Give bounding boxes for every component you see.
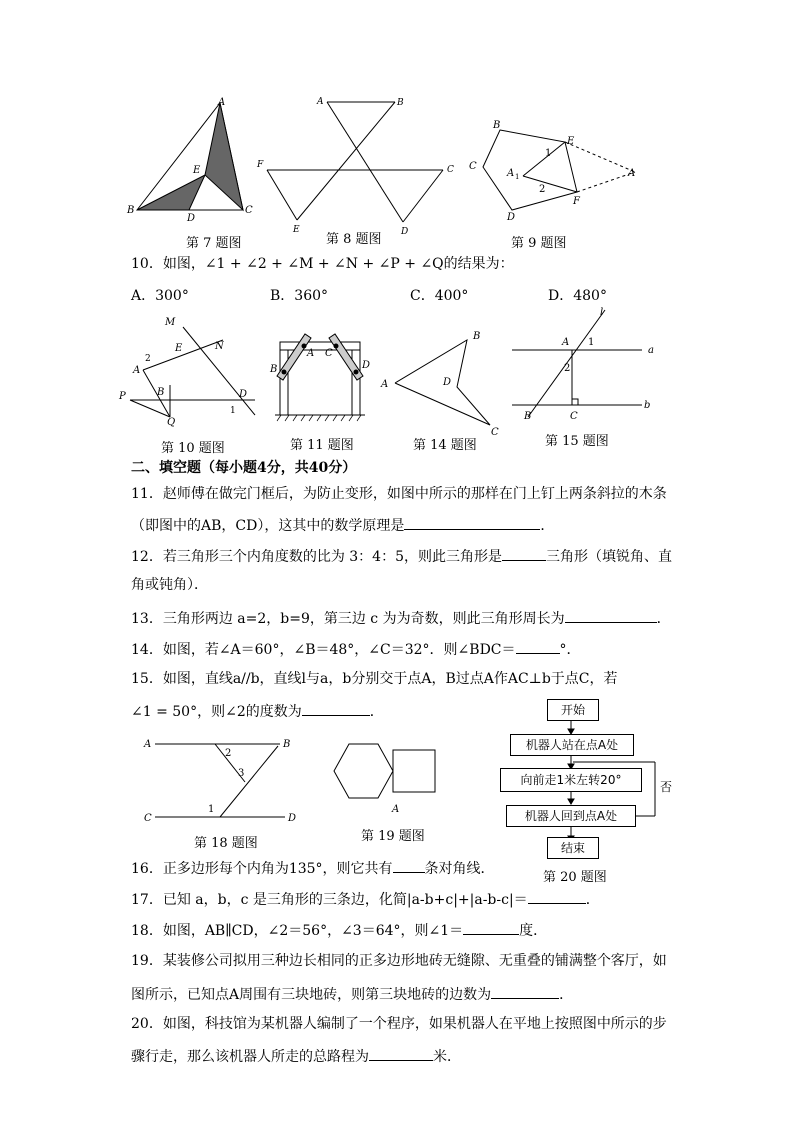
svg-text:A: A: [133, 365, 141, 376]
svg-text:2: 2: [564, 363, 571, 374]
figure-14: [375, 325, 505, 440]
svg-text:E: E: [193, 165, 201, 176]
figure-10: [115, 315, 260, 430]
svg-text:a: a: [648, 345, 654, 356]
fig8-caption: 第 8 题图: [326, 232, 382, 247]
q12-line2: 角或钝角）．: [131, 577, 208, 593]
svg-text:1: 1: [230, 406, 236, 416]
svg-text:1: 1: [515, 173, 520, 181]
svg-text:B: B: [493, 120, 501, 131]
fig10-caption: 第 10 题图: [161, 441, 225, 456]
svg-text:A: A: [562, 337, 570, 348]
q12-line1: 12．若三角形三个内角度数的比为 3：4：5，则此三角形是 三角形（填锐角、直: [131, 546, 672, 566]
svg-text:B: B: [270, 364, 278, 375]
svg-text:B: B: [524, 411, 532, 422]
q16: 16．正多边形每个内角为135°，则它共有 条对角线．: [131, 858, 495, 878]
svg-text:A: A: [144, 739, 152, 750]
q10-option-a: A．300°: [131, 288, 189, 304]
svg-text:B: B: [127, 205, 135, 216]
svg-text:F: F: [257, 160, 264, 170]
svg-text:D: D: [401, 227, 409, 237]
svg-text:B: B: [397, 98, 404, 108]
svg-text:B: B: [283, 739, 291, 750]
svg-text:C: C: [144, 813, 152, 824]
svg-text:C: C: [570, 411, 578, 422]
q11-line2: （即图中的AB，CD），这其中的数学原理是 ．: [131, 515, 554, 535]
section-2-title: 二、填空题（每小题4分，共40分）: [131, 460, 357, 476]
svg-text:A: A: [307, 348, 315, 359]
svg-text:B: B: [473, 331, 481, 342]
svg-text:A: A: [392, 804, 400, 815]
figure-7: [125, 95, 265, 225]
q19-line2: 图所示，已知点A周围有三块地砖，则第三块地砖的边数为 ．: [131, 984, 573, 1004]
figure-15: [510, 305, 660, 425]
q10-option-d: D．480°: [548, 288, 607, 304]
fig20-caption: 第 20 题图: [543, 870, 607, 885]
svg-text:C: C: [447, 165, 454, 175]
svg-text:E: E: [567, 136, 575, 147]
figure-9: [465, 112, 645, 227]
figure-11: [265, 328, 375, 423]
svg-text:D: D: [507, 212, 516, 223]
q20-line1: 20．如图，科技馆为某机器人编制了一个程序，如果机器人在平地上按照图中所示的步: [131, 1016, 667, 1032]
svg-text:C: C: [469, 161, 477, 172]
svg-text:D: D: [362, 360, 371, 371]
svg-text:D: D: [239, 389, 248, 400]
svg-text:B: B: [157, 387, 165, 398]
q11-line1: 11．赵师傅在做完门框后，为防止变形，如图中所示的那样在门上钉上两条斜拉的木条: [131, 486, 667, 502]
svg-text:b: b: [644, 400, 651, 411]
svg-text:A: A: [317, 97, 324, 107]
flowchart-step-3: 机器人回到点A处: [506, 805, 636, 827]
svg-text:E: E: [293, 225, 300, 235]
fig19-caption: 第 19 题图: [361, 829, 425, 844]
q19-line1: 19．某装修公司拟用三种边长相同的正多边形地砖无缝隙、无重叠的铺满整个客厅，如: [131, 953, 667, 969]
svg-text:1: 1: [545, 148, 552, 159]
svg-text:2: 2: [225, 748, 232, 759]
q17: 17．已知 a，b，c 是三角形的三条边，化简|a-b+c|+|a-b-c|＝ ．: [131, 889, 600, 909]
svg-text:M: M: [165, 317, 176, 328]
svg-text:3: 3: [238, 768, 245, 779]
figure-8: [255, 92, 465, 237]
q10-option-c: C．400°: [410, 288, 469, 304]
fig18-caption: 第 18 题图: [194, 836, 258, 851]
svg-text:l: l: [600, 307, 604, 318]
flowchart-step-1: 机器人站在点A处: [510, 734, 634, 756]
fig14-caption: 第 14 题图: [413, 438, 477, 453]
q14: 14．如图，若∠A＝60°，∠B＝48°，∠C＝32°．则∠BDC＝ °．: [131, 639, 581, 659]
svg-text:1: 1: [208, 804, 215, 815]
q13: 13．三角形两边 a=2，b=9，第三边 c 为为奇数，则此三角形周长为 ．: [131, 608, 671, 628]
svg-text:P: P: [119, 391, 126, 402]
svg-text:A: A: [381, 379, 389, 390]
fig11-caption: 第 11 题图: [290, 438, 354, 453]
fig7-caption: 第 7 题图: [186, 236, 242, 251]
fig9-caption: 第 9 题图: [511, 236, 567, 251]
flowchart-start: 开始: [547, 699, 599, 721]
q15-line2: ∠1 = 50°，则∠2的度数为 ．: [131, 701, 384, 721]
svg-text:A: A: [218, 97, 226, 108]
svg-text:F: F: [573, 196, 580, 207]
svg-text:D: D: [443, 377, 452, 388]
flowchart-step-2: 向前走1米左转20°: [500, 768, 642, 792]
svg-text:2: 2: [539, 184, 546, 195]
svg-text:C: C: [325, 348, 333, 359]
svg-text:A: A: [628, 168, 636, 179]
svg-text:E: E: [175, 343, 183, 354]
svg-text:1: 1: [588, 337, 595, 348]
svg-text:C: C: [245, 205, 253, 216]
svg-text:2: 2: [145, 354, 151, 364]
figure-19: [328, 738, 443, 818]
svg-text:N: N: [215, 341, 224, 352]
svg-text:Q: Q: [167, 417, 176, 428]
q20-line2: 骤行走，那么该机器人所走的总路程为 米．: [131, 1046, 461, 1066]
fig15-caption: 第 15 题图: [545, 434, 609, 449]
q15-line1: 15．如图，直线a//b，直线l与a，b分别交于点A，B过点A作AC⊥b于点C，若: [131, 671, 618, 687]
q10-option-b: B．360°: [270, 288, 329, 304]
flowchart-end: 结束: [547, 837, 599, 859]
svg-text:D: D: [187, 213, 196, 224]
figure-18: [140, 732, 305, 832]
q18: 18．如图，AB∥CD，∠2＝56°，∠3＝64°，则∠1＝ 度．: [131, 920, 547, 940]
svg-text:D: D: [288, 813, 297, 824]
flowchart-no-label: 否: [660, 780, 673, 794]
svg-text:C: C: [491, 427, 499, 438]
q10-stem: 10．如图，∠1 + ∠2 + ∠M + ∠N + ∠P + ∠Q的结果为：: [131, 256, 514, 272]
svg-text:A: A: [507, 168, 515, 179]
